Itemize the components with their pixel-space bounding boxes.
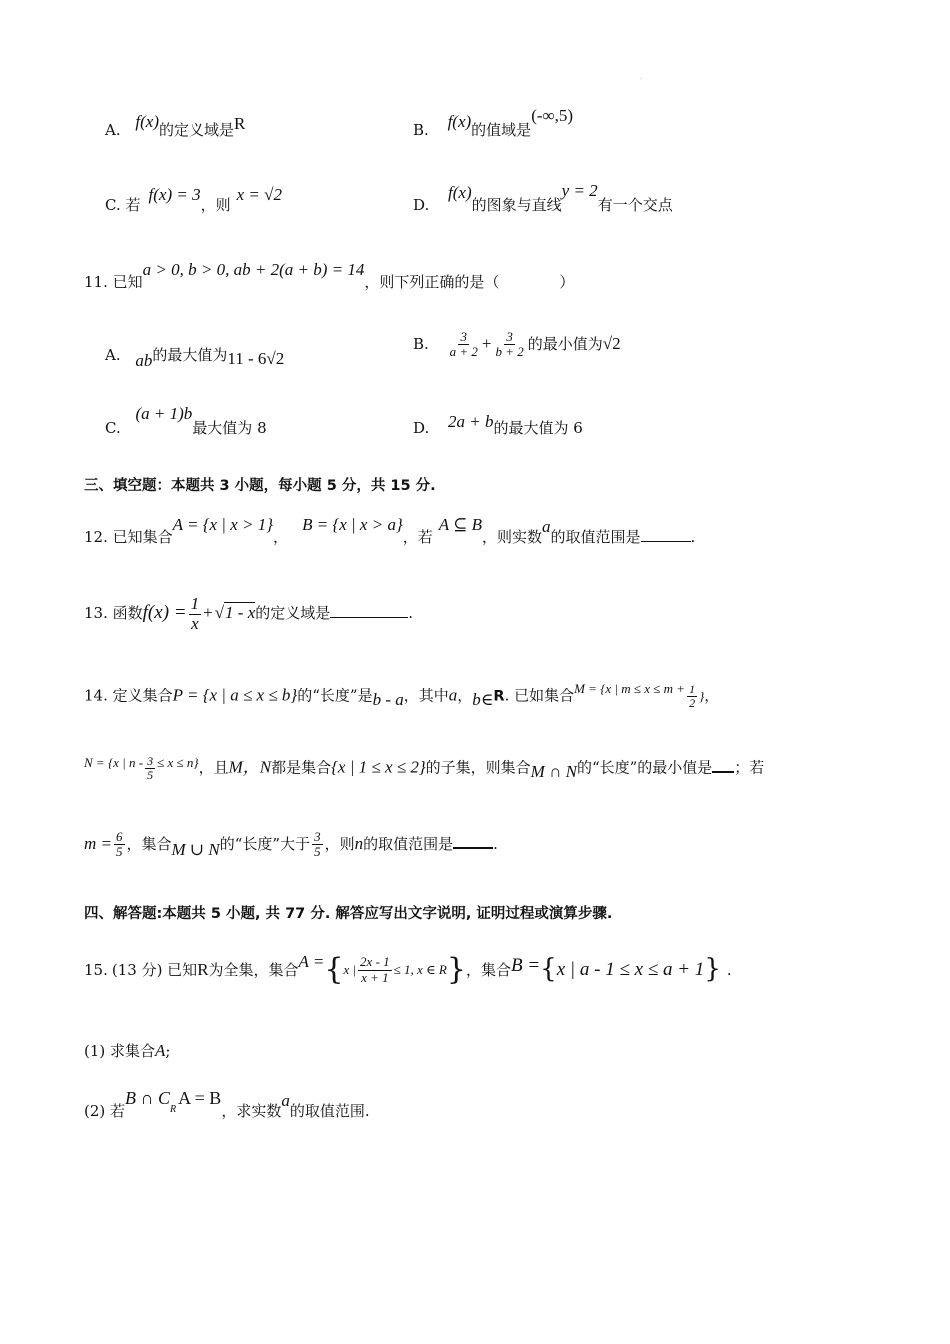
section-3-title: 三、填空题：本题共 3 小题，每小题 5 分，共 15 分. bbox=[84, 478, 436, 494]
q13-frac: $\frac{1}{x}$ bbox=[190, 594, 200, 633]
question-11: 11. 已知a > 0, b > 0, ab + 2(a + b) = 14，则下列正确的是（ ） bbox=[84, 260, 575, 291]
q13-answer-blank[interactable] bbox=[330, 603, 408, 618]
header-mark: · bbox=[640, 76, 642, 83]
question-14-line1: 14. 定义集合P = {x | a ≤ x ≤ b}的“长度”是b - a，其中a，b∈R. 已如集合M = {x | m ≤ x ≤ m + $\frac{1}{2}$ }， bbox=[84, 680, 720, 711]
q11-b-frac2: $\frac{3}{b + 2}$ bbox=[495, 329, 524, 360]
q10-option-c: C. 若f(x) = 3，则x = √2 bbox=[105, 185, 282, 214]
q15-part-2: (2) 若B ∩ $C_RA = B$，求实数a的取值范围. bbox=[84, 1088, 370, 1120]
q15-part-1: (1) 求集合A; bbox=[84, 1041, 171, 1060]
q11-b-frac1: $\frac{3}{a + 2}$ bbox=[449, 329, 478, 360]
q14-length-frac: $\frac{3}{5}$ bbox=[314, 829, 321, 860]
q11-option-c: C. (a + 1)b最大值为 8 bbox=[105, 404, 267, 437]
question-14-line3: m = $\frac{6}{5}$ ，集合M ∪ N的“长度”大于 $\frac{3}{5}$ ，则n的取值范围是 . bbox=[84, 829, 498, 860]
q10-a-math: f(x) bbox=[135, 112, 159, 131]
question-14-line2: N = {x | n - $\frac{3}{5}$ ≤ x ≤ n}，且M，N都是集合{x | 1 ≤ x ≤ 2}的子集，则集合M ∩ N的“长度”的最小值是 ；若 bbox=[84, 754, 765, 783]
q10-option-b: B. f(x)的值域是(-∞,5) bbox=[413, 106, 574, 139]
q15-a-left-brace: { bbox=[324, 952, 344, 987]
question-12: 12. 已知集合A = {x | x > 1}，B = {x | x > a}，若A ⊆ B，则实数a的取值范围是 . bbox=[84, 515, 696, 546]
q10-option-d: D. f(x)的图象与直线y = 2有一个交点 bbox=[413, 181, 673, 214]
q15-b-right-brace: } bbox=[704, 954, 721, 985]
question-15: 15. (13 分) 已知 R 为全集，集合 A = { x | $\frac{2x - 1}{x + 1}$ ≤ 1, x ∈ R } ，集合 B = { x | a - 1 ≤ x ≤ a + 1 } . bbox=[84, 951, 732, 987]
q14-n-frac: $\frac{3}{5}$ bbox=[147, 754, 154, 783]
q12-answer-blank[interactable] bbox=[641, 527, 691, 542]
q14-answer-blank-2[interactable] bbox=[453, 833, 493, 849]
q11-option-a: A. ab的最大值为11 - 6√2 bbox=[105, 346, 285, 370]
q14-m-frac: $\frac{1}{2}$ bbox=[689, 682, 696, 711]
q10-option-a: A. f(x)的定义域是R bbox=[105, 112, 246, 139]
q14-answer-blank-1[interactable] bbox=[712, 757, 734, 773]
q15-a-frac: $\frac{2x - 1}{x + 1}$ bbox=[360, 954, 390, 985]
q13-sqrt: 1 - x bbox=[225, 603, 256, 623]
q15-b-left-brace: { bbox=[540, 954, 557, 985]
section-4-title: 四、解答题:本题共 5 小题, 共 77 分. 解答应写出文字说明, 证明过程或演算步骤. bbox=[84, 906, 613, 922]
q11-option-d: D. 2a + b的最大值为 6 bbox=[413, 412, 583, 437]
q15-a-right-brace: } bbox=[446, 952, 466, 987]
question-13: 13. 函数f(x) = $\frac{1}{x}$ + √1 - x的定义域是 . bbox=[84, 594, 414, 633]
q11-option-b: B. $\frac{3}{a + 2}$ + $\frac{3}{b + 2}$ 的最小值为√2 bbox=[413, 329, 621, 360]
q14-m-value-frac: $\frac{6}{5}$ bbox=[116, 829, 123, 860]
